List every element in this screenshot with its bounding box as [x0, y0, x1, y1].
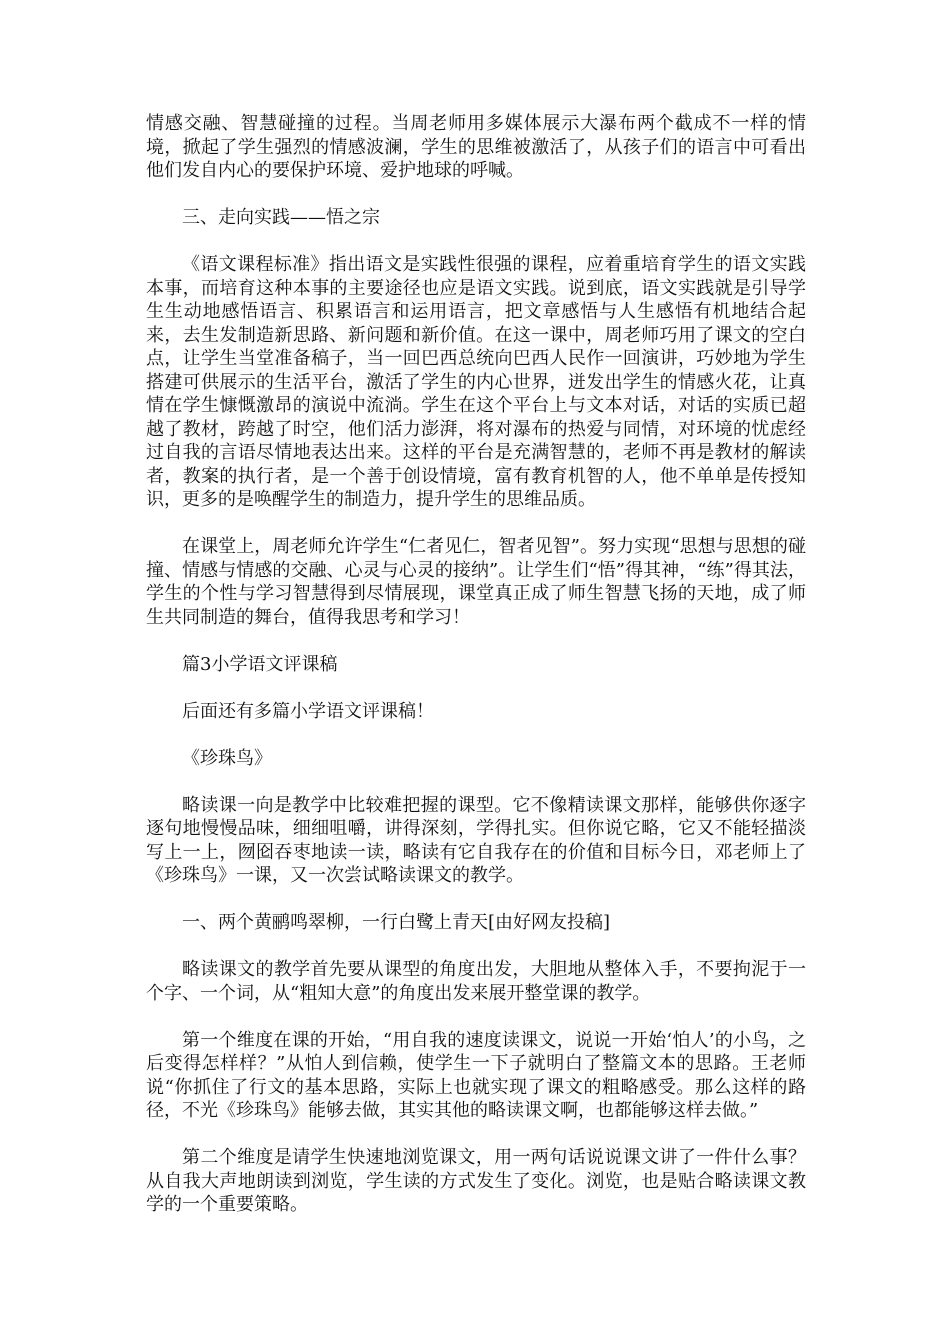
- paragraph-2: 《语文课程标准》指出语文是实践性很强的课程，应着重培育学生的语文实践本事，而培育这种本事的主要途径也应是语文实践。说到底，语文实践就是引导学生生动地感悟语言、积累语言和运用语言，把文章感悟与人生感悟有机地结合起来，去生发制造新思路、新问题和新价值。在这一课中，周老师巧用了课文的空白点，让学生当堂准备稿子，当一回巴西总统向巴西人民作一回演讲，巧妙地为学生搭建可供展示的生活平台，激活了学生的内心世界，迸发出学生的情感火花，让真情在学生慷慨激昂的演说中流淌。学生在这个平台上与文本对话，对话的实质已超越了教材，跨越了时空，他们活力澎湃，将对瀑布的热爱与同情，对环境的忧虑经过自我的言语尽情地表达出来。这样的平台是充满智慧的，老师不再是教材的解读者，教案的执行者，是一个善于创设情境，富有教育机智的人，他不单单是传授知识，更多的是唤醒学生的制造力，提升学生的思维品质。: [146, 254, 806, 510]
- paragraph-gap: [146, 1005, 806, 1029]
- paragraph-7: 第二个维度是请学生快速地浏览课文，用一两句话说说课文讲了一件什么事？从自我大声地朗读到浏览，学生读的方式发生了变化。浏览，也是贴合略读课文教学的一个重要策略。: [146, 1147, 806, 1215]
- paragraph-gap: [146, 888, 806, 912]
- paragraph-gap: [146, 230, 806, 254]
- paragraph-3: 在课堂上，周老师允许学生“仁者见仁，智者见智”。努力实现“思想与思想的碰撞、情感与情感的交融、心灵与心灵的接纳”。让学生们“悟”得其神，“练”得其法，学生的个性与学习智慧得到尽情展现，课堂真正成了师生智慧飞扬的天地，成了师生共同制造的舞台，值得我思考和学习！: [146, 536, 806, 628]
- paragraph-gap: [146, 723, 806, 747]
- paragraph-gap: [146, 629, 806, 653]
- section-heading-1: 一、两个黄鹂鸣翠柳，一行白鹭上青天[由好网友投稿]: [182, 912, 611, 933]
- paragraph-gap: [146, 770, 806, 794]
- paragraph-1: 情感交融、智慧碰撞的过程。当周老师用多媒体展示大瀑布两个截成不一样的情境，掀起了学生强烈的情感波澜，学生的思维被激活了，从孩子们的语言中可看出他们发自内心的要保护环境、爱护地球的呼喊。: [146, 113, 806, 181]
- paragraph-5: 略读课文的教学首先要从课型的角度出发，大胆地从整体入手，不要拘泥于一个字、一个词，从“粗知大意”的角度出发来展开整堂课的教学。: [146, 959, 806, 1004]
- more-articles-note: 后面还有多篇小学语文评课稿！: [182, 700, 434, 722]
- paragraph-gap: [146, 512, 806, 536]
- article-heading: 篇3小学语文评课稿: [182, 653, 338, 675]
- paragraph-gap: [146, 676, 806, 700]
- paragraph-gap: [146, 183, 806, 207]
- paragraph-gap: [146, 1123, 806, 1147]
- section-heading-3: 三、走向实践——悟之宗: [182, 207, 380, 228]
- paragraph-4: 略读课一向是教学中比较难把握的课型。它不像精读课文那样，能够供你逐字逐句地慢慢品味，细细咀嚼，讲得深刻，学得扎实。但你说它略，它又不能轻描淡写上一上，囫囵吞枣地读一读，略读有它自我存在的价值和目标今日，邓老师上了《珍珠鸟》一课，又一次尝试略读课文的教学。: [146, 794, 806, 886]
- paragraph-gap: [146, 935, 806, 959]
- paragraph-6: 第一个维度在课的开始，“用自我的速度读课文，说说一开始‘怕人’的小鸟，之后变得怎样样？”从怕人到信赖，使学生一下子就明白了整篇文本的思路。王老师说“你抓住了行文的基本思路，实际上也就实现了课文的粗略感受。那么这样的路径，不光《珍珠鸟》能够去做，其实其他的略读课文啊，也都能够这样去做。”: [146, 1029, 806, 1121]
- document-page: [146, 112, 806, 1217]
- lesson-title: 《珍珠鸟》: [182, 747, 272, 769]
